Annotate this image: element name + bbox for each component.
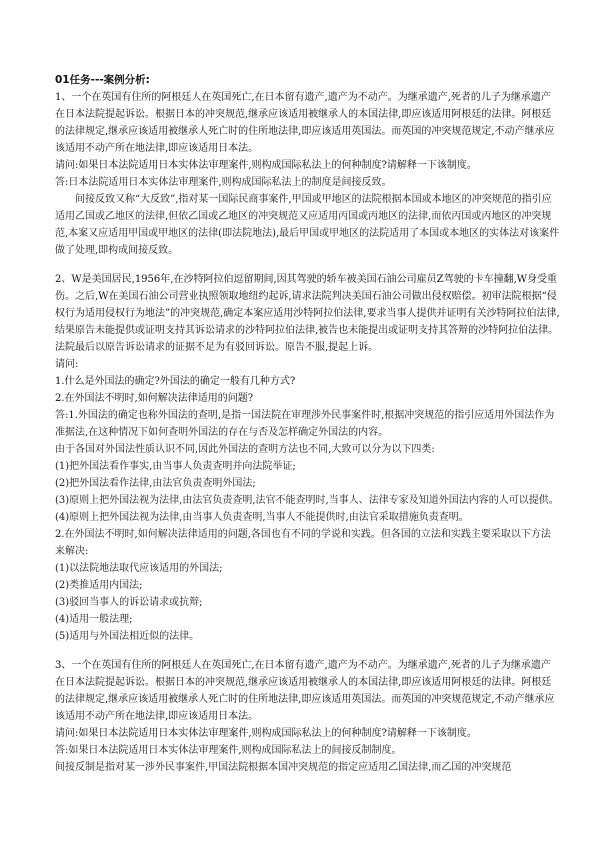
case1-explanation: 间接反致又称“大反致”,指对某一国际民商事案件,甲国或甲地区的法院根据本国或本地区的冲突规范的指引应适用乙国或乙地区的法律,但依乙国或乙地区的冲突规范又应适用丙国或丙地区的法律,而依丙国或丙地区的冲突规范,本案又应适用甲国或甲地区的法律(即法院地法),最后甲国或甲地区的法院适用了本国或本地区的实体法对该案件做了处理,即构成间接反致。 <box>55 194 560 256</box>
case3-answer: 答:如果日本法院适用日本实体法审理案件,则构成国际私法上的间接反制制度。 <box>55 745 402 756</box>
case3-question: 请问:如果日本法院适用日本实体法审理案件,则构成国际私法上的何种制度?请解释一下该制度。 <box>55 728 477 739</box>
case2-answer-1: 答:1.外国法的确定也称外国法的查明,是指一国法院在审理涉外民事案件时,根据冲突规范的指引应适用外国法作为准据法,在这种情况下如何查明外国法的存在与否及怎样确定外国法的内容。 <box>55 410 555 438</box>
case2-question-2: 2.在外国法不明时,如何解决法律适用的问题? <box>55 393 254 404</box>
case2-ask-label: 请问: <box>55 359 79 370</box>
document-page <box>55 72 560 776</box>
case2-question-1: 1.什么是外国法的确定?外国法的确定一般有几种方式? <box>55 376 296 387</box>
case1-answer: 答:日本法院适用日本实体法审理案件,则构成国际私法上的制度是间接反致。 <box>55 177 392 188</box>
case2-method-1: (1)把外国法看作事实,由当事人负责查明并向法院举证; <box>55 461 296 472</box>
case2-solution-3: (3)驳回当事人的诉讼请求或抗辩; <box>55 597 203 608</box>
case3-paragraph: 3、一个在英国有住所的阿根廷人在英国死亡,在日本留有遗产,遗产为不动产。为继承遗产,死者的儿子为继承遗产在日本法院提起诉讼。根据日本的冲突规范,继承应该适用被继承人的本国法律,即应该适用阿根廷的法律。阿根廷的法律规定,继承应该适用被继承人死亡时的住所地法律,即应该适用英国法。而英国的冲突规范规定,不动产继承应该适用不动产所在地法律,即应该适用日本法。 <box>55 660 555 722</box>
case1-question: 请问:如果日本法院适用日本实体法审理案件,则构成国际私法上的何种制度?请解释一下该制度。 <box>55 160 477 171</box>
case3-explanation: 间接反制是指对某一涉外民事案件,甲国法院根据本国冲突规范的指定应适用乙国法律,而乙国的冲突规范 <box>55 762 512 773</box>
section-title: 01任务---案例分析: <box>55 74 150 86</box>
case2-solution-2: (2)类推适用内国法; <box>55 580 143 591</box>
case2-method-3: (3)原则上把外国法视为法律,由法官负责查明,法官不能查明时,当事人、法律专家及知道外国法内容的人可以提供。 <box>55 495 559 506</box>
case1-paragraph: 1、一个在英国有住所的阿根廷人在英国死亡,在日本留有遗产,遗产为不动产。为继承遗产,死者的儿子为继承遗产在日本法院提起诉讼。根据日本的冲突规范,继承应该适用被继承人的本国法律,即应该适用阿根廷的法律。阿根廷的法律规定,继承应该适用被继承人死亡时的住所地法律,即应该适用英国法。而英国的冲突规范规定,不动产继承应该适用不动产所在地法律,即应该适用日本法。 <box>55 92 555 154</box>
case2-solution-1: (1)以法院地法取代应该适用的外国法; <box>55 563 223 574</box>
case2-solution-5: (5)适用与外国法相近似的法律。 <box>55 631 200 642</box>
case2-method-4: (4)原则上把外国法视为法律,由当事人负责查明,当事人不能提供时,由法官采取措施负责查明。 <box>55 512 469 523</box>
case2-method-2: (2)把外国法看作法律,由法官负责查明外国法; <box>55 478 256 489</box>
case2-solution-4: (4)适用一般法理; <box>55 614 133 625</box>
case2-answer-2: 2.在外国法不明时,如何解决法律适用的问题,各国也有不同的学说和实践。但各国的立法和实践主要采取以下方法来解决: <box>55 529 551 557</box>
case2-paragraph: 2、W是美国居民,1956年,在沙特阿拉伯逗留期间,因其驾驶的轿车被美国石油公司雇员Z驾驶的卡车撞翻,W身受重伤。之后,W在美国石油公司营业执照领取地纽约起诉,请求法院判决美国石油公司做出侵权赔偿。初审法院根据“侵权行为适用侵权行为地法”的冲突规范,确定本案应适用沙特阿拉伯法律,要求当事人提供并证明有关沙特阿拉伯法律,结果原告未能提供或证明支持其诉讼请求的沙特阿拉伯法律,被告也未能提出或证明支持其答辩的沙特阿拉伯法律。法院最后以原告诉讼请求的证据不足为有驳回诉讼。原告不服,提起上诉。 <box>55 274 560 353</box>
case2-answer-intro: 由于各国对外国法性质认识不同,因此外国法的查明方法也不同,大致可以分为以下四类: <box>55 444 435 455</box>
